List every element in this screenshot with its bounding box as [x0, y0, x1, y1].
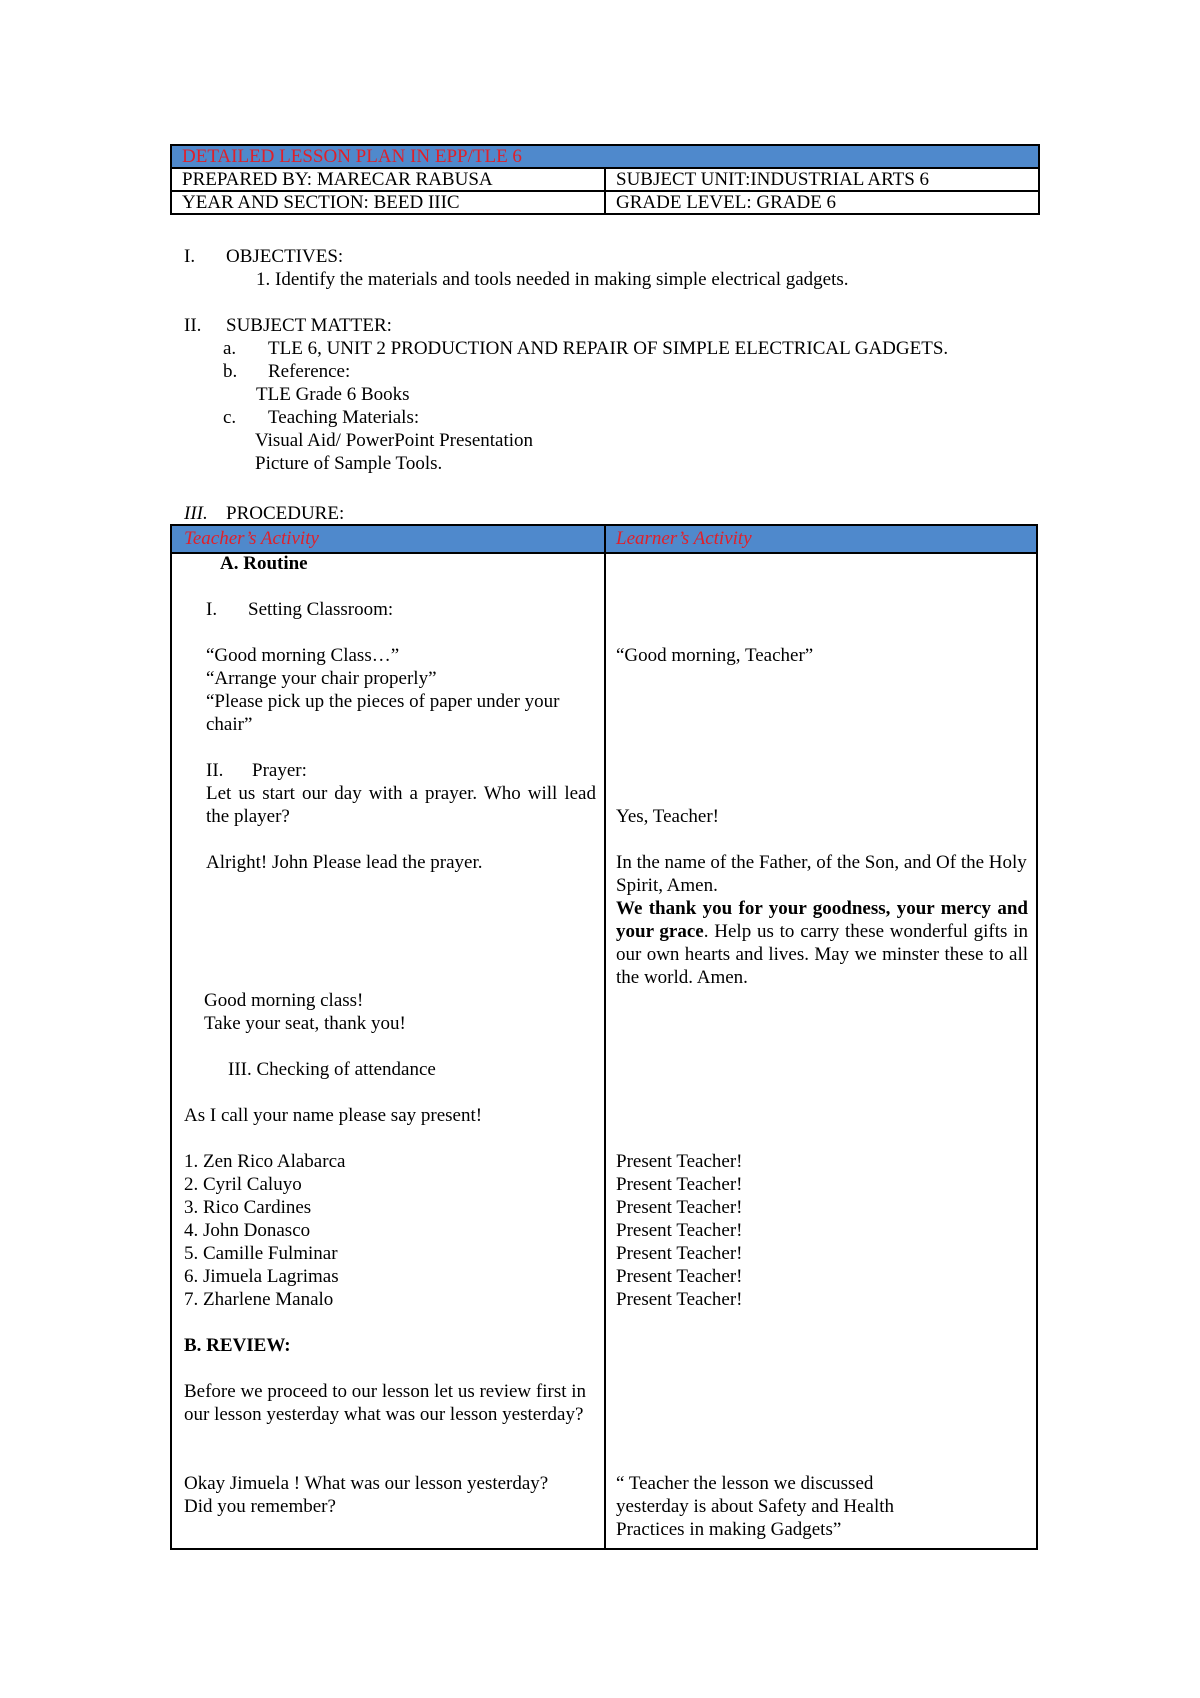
- john-lead-prayer: Alright! John Please lead the prayer.: [206, 852, 483, 873]
- review-text: Before we proceed to our lesson let us review first in our lesson yesterday what was our lesson yesterday?: [184, 1381, 587, 1425]
- take-your-seat: Take your seat, thank you!: [204, 1013, 406, 1034]
- subject-b-text: Reference:: [268, 361, 351, 382]
- teacher-good-morning: “Good morning Class…”: [206, 645, 400, 666]
- subject-c-sub2: Picture of Sample Tools.: [255, 453, 443, 474]
- teacher-arrange-chair: “Arrange your chair properly”: [206, 668, 437, 689]
- procedure-table: [170, 524, 1038, 1550]
- present-response: Present Teacher!: [616, 1197, 743, 1218]
- review-heading: B. REVIEW:: [184, 1335, 291, 1356]
- ask-jimuela: Okay Jimuela ! What was our lesson yesterday?: [184, 1473, 549, 1494]
- subject-c-label: c.: [223, 407, 237, 428]
- subject-a-text: TLE 6, UNIT 2 PRODUCTION AND REPAIR OF SIMPLE ELECTRICAL GADGETS.: [268, 338, 949, 359]
- student-name: 6. Jimuela Lagrimas: [184, 1266, 339, 1287]
- subject-a-label: a.: [223, 338, 237, 359]
- checking-attendance: III. Checking of attendance: [228, 1059, 436, 1080]
- objective-item: 1. Identify the materials and tools needed in making simple electrical gadgets.: [256, 269, 849, 290]
- grade-level: GRADE LEVEL: GRADE 6: [605, 191, 1039, 214]
- subject-b-label: b.: [223, 361, 238, 382]
- prayer-question: Let us start our day with a prayer. Who will lead the player?: [206, 783, 596, 827]
- learner-answer-line3: Practices in making Gadgets”: [616, 1519, 842, 1540]
- student-name: 4. John Donasco: [184, 1220, 311, 1241]
- learner-activity-header: Learner’s Activity: [616, 528, 752, 549]
- prepared-by: PREPARED BY: MARECAR RABUSA: [171, 168, 605, 191]
- student-name: 7. Zharlene Manalo: [184, 1289, 334, 1310]
- present-response: Present Teacher!: [616, 1289, 743, 1310]
- learner-good-morning: “Good morning, Teacher”: [616, 645, 814, 666]
- present-response: Present Teacher!: [616, 1266, 743, 1287]
- student-name: 2. Cyril Caluyo: [184, 1174, 302, 1195]
- lesson-header-table: [170, 144, 1040, 215]
- subject-b-sub: TLE Grade 6 Books: [256, 384, 410, 405]
- learner-answer-line1: “ Teacher the lesson we discussed: [616, 1473, 874, 1494]
- setting-numeral: I.: [206, 599, 218, 620]
- year-section: YEAR AND SECTION: BEED IIIC: [171, 191, 605, 214]
- objectives-numeral: I.: [184, 246, 196, 267]
- learner-yes-teacher: Yes, Teacher!: [616, 806, 719, 827]
- learner-prayer-rest: . Help us to carry these wonderful gifts in our own hearts and lives. May we minster these to all the world. Amen.: [616, 921, 1028, 988]
- call-name-instruction: As I call your name please say present!: [184, 1105, 483, 1126]
- student-name: 5. Camille Fulminar: [184, 1243, 338, 1264]
- subject-c-text: Teaching Materials:: [268, 407, 420, 428]
- learner-prayer-bold: We thank you for your goodness, your mercy and your grace: [616, 898, 1028, 942]
- present-response: Present Teacher!: [616, 1151, 743, 1172]
- column-divider: [604, 526, 606, 1548]
- did-you-remember: Did you remember?: [184, 1496, 336, 1517]
- learner-prayer-opening: In the name of the Father, of the Son, and Of the Holy Spirit, Amen.: [616, 852, 1027, 896]
- procedure-numeral: III.: [184, 503, 208, 524]
- lesson-title: DETAILED LESSON PLAN IN EPP/TLE 6: [171, 145, 1039, 168]
- teacher-good-morning-2: Good morning class!: [204, 990, 364, 1011]
- teacher-pick-up-paper: “Please pick up the pieces of paper under your chair”: [206, 691, 560, 735]
- prayer-heading: Prayer:: [252, 760, 307, 781]
- objectives-heading: OBJECTIVES:: [226, 246, 344, 267]
- learner-prayer-body: [616, 897, 1028, 989]
- student-name: 1. Zen Rico Alabarca: [184, 1151, 346, 1172]
- learner-answer-line2: yesterday is about Safety and Health: [616, 1496, 895, 1517]
- present-response: Present Teacher!: [616, 1243, 743, 1264]
- subject-c-sub1: Visual Aid/ PowerPoint Presentation: [255, 430, 534, 451]
- routine-heading: A. Routine: [220, 553, 308, 574]
- setting-classroom: Setting Classroom:: [248, 599, 394, 620]
- subject-unit: SUBJECT UNIT:INDUSTRIAL ARTS 6: [605, 168, 1039, 191]
- present-response: Present Teacher!: [616, 1220, 743, 1241]
- subject-matter-heading: SUBJECT MATTER:: [226, 315, 392, 336]
- subject-matter-numeral: II.: [184, 315, 202, 336]
- present-response: Present Teacher!: [616, 1174, 743, 1195]
- teacher-activity-header: Teacher’s Activity: [184, 528, 319, 549]
- student-name: 3. Rico Cardines: [184, 1197, 312, 1218]
- procedure-heading: PROCEDURE:: [226, 503, 345, 524]
- prayer-numeral: II.: [206, 760, 224, 781]
